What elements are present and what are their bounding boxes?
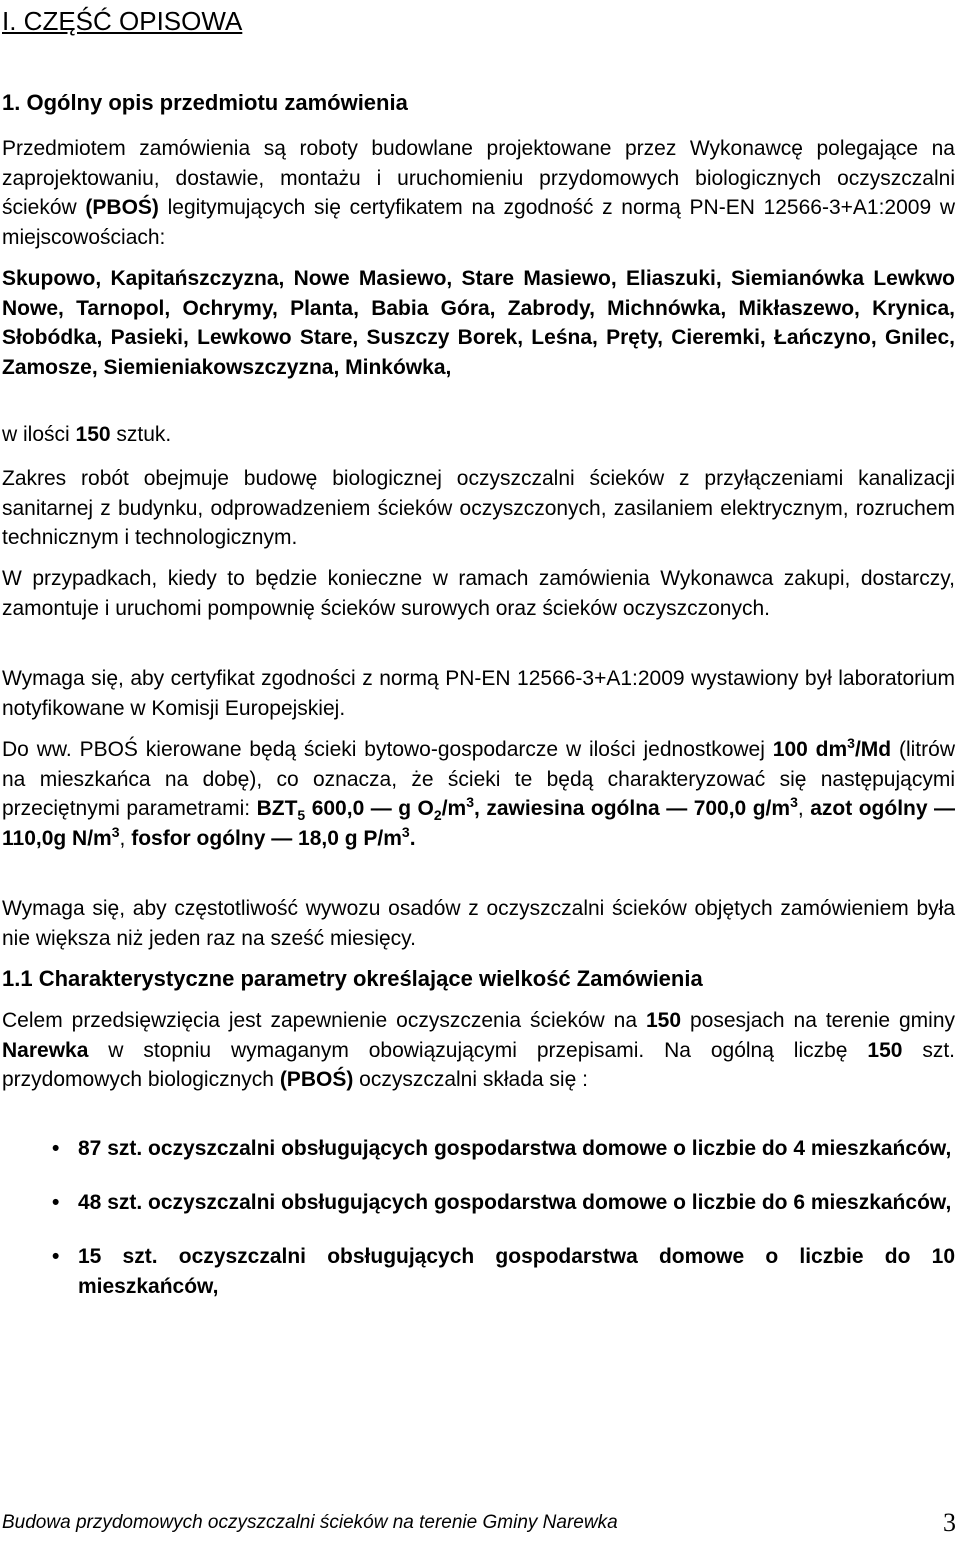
goal-text-2: posesjach na terenie gminy [690,1009,956,1032]
params-comma-1: , [797,797,804,820]
params-bzt-exp: 3 [466,794,475,810]
goal-count-2: 150 [867,1038,903,1062]
params-comma-2: , [119,826,126,850]
params-text-1: Do ww. PBOŚ kierowane będą ścieki bytowo-gospodarcze w ilości jednostkowej [2,738,765,761]
paragraph-subject [2,134,955,252]
params-bzt: BZT [256,797,298,820]
paragraph-subject-intro: Przedmiotem zamówienia są roboty budowlane projektowane przez Wykonawcę polegające na zaprojektowaniu, dostawie, montażu i uruchomieniu przydomowych biologicznych oczyszczalni ścieków [2,137,955,219]
goal-text-5: oczyszczalni składa się : [359,1068,588,1091]
params-volume-exp: 3 [847,735,855,751]
bullet-icon: • [52,1245,60,1268]
list-item [0,1134,955,1164]
params-bzt-value: 600,0 — g O [311,797,434,820]
params-bzt-sub: 5 [297,807,306,824]
params-text-2: (litrów na mieszkańca na dobę), co oznacza, że ścieki te będą charakteryzować się następującymi przeciętnymi parametrami: [2,738,955,820]
params-suspension: , zawiesina ogólna — 700,0 g/m [474,797,791,820]
bullet-icon: • [52,1137,60,1160]
params-period: . [409,826,416,850]
paragraph-goal [2,1006,955,1095]
params-volume: 100 dm [772,738,848,761]
bullet-icon: • [52,1191,60,1214]
quantity-line [2,420,955,450]
params-volume-unit: /Md [854,738,892,761]
goal-gmina: Narewka [2,1038,89,1062]
paragraph-sludge: Wymaga się, aby częstotliwość wywozu osadów z oczyszczalni ścieków objętych zamówieniem była nie większa niż jeden raz na sześć miesięcy. [2,897,955,950]
quantity-suffix: sztuk. [116,423,172,446]
page-number: 3 [943,1508,956,1537]
list-item [0,1242,955,1302]
params-o2-sub: 2 [433,807,442,824]
localities-list: Skupowo, Kapitańszczyzna, Nowe Masiewo, Stare Masiewo, Eliaszuki, Siemianówka Lewkwo Nowe, Tarnopol, Ochrymy, Planta, Babia Góra, Zabrody, Michnówka, Mikłaszewo, Krynica, Słobódka, Pasieki, Lewkowo Stare, Suszczy Borek, Leśna, Pręty, Cieremki, Łańczyno, Gnilec, Zamosze, Siemieniakowszczyzna, Minkówka, [2,267,955,379]
list-item [0,1188,955,1218]
paragraph-scope: Zakres robót obejmuje budowę biologicznej oczyszczalni ścieków z przyłączeniami kanalizacji sanitarnej z budynku, odprowadzeniem ścieków oczyszczonych, zasilaniem elektrycznym, rozruchem technicznym i technologicznym. [2,467,955,549]
list-item-text: 87 szt. oczyszczalni obsługujących gospodarstwa domowe o liczbie do 4 mieszkańców, [78,1137,952,1160]
params-suspension-exp: 3 [790,794,798,810]
goal-text-1: Celem przedsięwzięcia jest zapewnienie oczyszczenia ścieków na [2,1009,638,1032]
params-bzt-unit: /m [441,797,467,820]
goal-count-1: 150 [645,1009,682,1032]
page-footer: Budowa przydomowych oczyszczalni ścieków na terenie Gminy Narewka [2,1512,618,1533]
params-phosphorus: fosfor ogólny — 18,0 g P/m [131,826,402,850]
plant-types-list [0,1134,960,1326]
params-phosphorus-exp: 3 [401,823,410,840]
paragraph-pump: W przypadkach, kiedy to będzie konieczne w ramach zamówienia Wykonawca zakupi, dostarczy, zamontuje i uruchomi pompownię ścieków surowych oraz ścieków oczyszczonych. [2,567,955,620]
quantity-prefix: w ilości [2,423,70,446]
goal-text-4: szt. przydomowych biologicznych [2,1038,956,1091]
subsection-heading-1-1: 1.1 Charakterystyczne parametry określające wielkość Zamówienia [2,966,703,991]
params-nitrogen-exp: 3 [111,823,120,840]
list-item-text: 15 szt. oczyszczalni obsługujących gospodarstwa domowe o liczbie do 10 mieszkańców, [78,1245,955,1298]
list-item-text: 48 szt. oczyszczalni obsługujących gospodarstwa domowe o liczbie do 6 mieszkańców, [78,1191,952,1214]
goal-pbos: (PBOŚ) [279,1068,354,1091]
quantity-count: 150 [75,423,111,446]
goal-text-3: w stopniu wymaganym obowiązującymi przepisami. Na ogólną liczbę [108,1038,848,1062]
subsection-heading-1: 1. Ogólny opis przedmiotu zamówienia [2,90,408,115]
paragraph-certificate: Wymaga się, aby certyfikat zgodności z normą PN-EN 12566-3+A1:2009 wystawiony był laboratorium notyfikowane w Komisji Europejskiej. [2,667,955,720]
section-title: I. CZĘŚĆ OPISOWA [2,6,243,36]
paragraph-subject-rest: legitymujących się certyfikatem na zgodność z normą PN-EN 12566-3+A1:2009 w miejscowościach: [2,196,955,249]
pbos-abbrev: (PBOŚ) [85,196,159,219]
params-nitrogen: azot ogólny — 110,0g N/m [2,797,956,850]
paragraph-parameters [2,735,955,853]
